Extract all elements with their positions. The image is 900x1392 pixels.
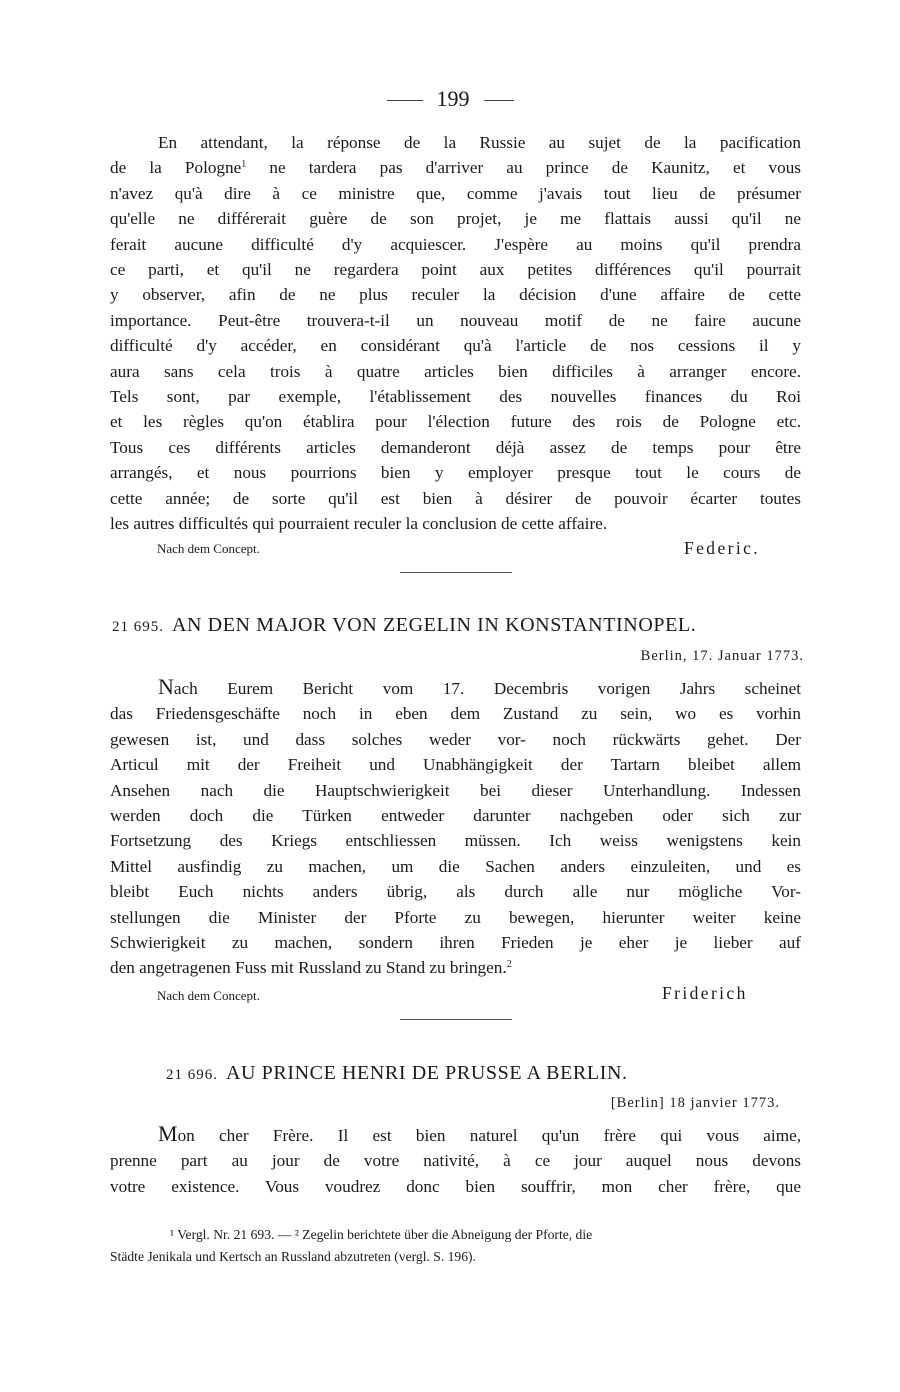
source-note: Nach dem Concept. — [157, 988, 260, 1003]
letter-body-21696 — [110, 1121, 801, 1199]
text-fragment: ach Eurem Bericht vom 17. Decembris vorigen Jahrs scheinet — [173, 679, 801, 698]
text-line: stellungen die Minister der Pforte zu bewegen, hierunter weiter keine — [110, 907, 801, 927]
text-line: votre existence. Vous voudrez donc bien souffrir, mon cher frère, que — [110, 1176, 801, 1196]
text-line: Schwierigkeit zu machen, sondern ihren Frieden je eher je lieber auf — [110, 933, 801, 953]
text-line: bleibt Euch nichts anders übrig, als durch alle nur mögliche Vor- — [110, 882, 801, 902]
letter-title: AN DEN MAJOR VON ZEGELIN IN KONSTANTINOPEL. — [172, 614, 697, 636]
initial-letter: N — [158, 674, 174, 699]
footnote-ref-2: 2 — [506, 959, 512, 971]
letter-number: 21 695. — [112, 619, 164, 635]
text-line — [110, 155, 801, 180]
text-line: cette année; de sorte qu'il est bien à désirer de pouvoir écarter toutes — [110, 488, 801, 508]
text-line: gewesen ist, und dass solches weder vor- noch rückwärts gehet. Der — [110, 729, 801, 749]
source-note: Nach dem Concept. — [157, 541, 260, 556]
page-number — [0, 86, 900, 112]
text-line: En attendant, la réponse de la Russie au sujet de la pacification — [158, 133, 801, 152]
text-line: les autres difficultés qui pourraient reculer la conclusion de cette affaire. — [110, 514, 608, 534]
text-line: ferait aucune difficulté d'y acquiescer. J'espère au moins qu'il prendra — [110, 234, 801, 254]
initial-letter: M — [158, 1121, 178, 1146]
text-line: prenne part au jour de votre nativité, à ce jour auquel nous devons — [110, 1151, 801, 1171]
text-line: n'avez qu'à dire à ce ministre que, comme j'avais tout lieu de présumer — [110, 183, 801, 203]
text-fragment: ne tardera pas d'arriver au prince de Kaunitz, et vous — [246, 158, 802, 178]
text-line: qu'elle ne différerait guère de son projet, je me flattais aussi qu'il ne — [110, 209, 801, 229]
text-line: y observer, afin de ne plus reculer la décision d'une affaire de cette — [110, 285, 801, 305]
text-fragment: den angetragenen Fuss mit Russland zu Stand zu bringen. — [110, 958, 507, 978]
signature-friderich: Friderich — [662, 983, 748, 1003]
text-line: das Friedensgeschäfte noch in eben dem Zustand zu sein, wo es vorhin — [110, 704, 801, 724]
text-line: Mittel ausfindig zu machen, um die Sachen anders einzuleiten, und es — [110, 856, 801, 876]
continuation-paragraph — [110, 130, 801, 537]
place-date-21696: [Berlin] 18 janvier 1773. — [610, 1095, 780, 1111]
text-line: arrangés, et nous pourrions bien y employer presque tout le cours de — [110, 463, 801, 483]
letter-title: AU PRINCE HENRI DE PRUSSE A BERLIN. — [226, 1062, 628, 1084]
text-line — [110, 674, 801, 701]
footnote-ref-1: 1 — [241, 159, 247, 171]
page-number-text: 199 — [436, 86, 470, 111]
page-number-dash-right — [484, 100, 514, 101]
letter-heading-21696 — [166, 1062, 628, 1085]
text-line: difficulté d'y accéder, en considérant qu'à l'article de nos cessions il y — [110, 336, 801, 356]
text-line: importance. Peut-être trouvera-t-il un nouveau motif de ne faire aucune — [110, 310, 801, 330]
text-line — [110, 955, 801, 980]
text-fragment: de la Pologne — [110, 158, 242, 178]
text-line: aura sans cela trois à quatre articles bien difficiles à arranger encore. — [110, 361, 801, 381]
letter-heading-21695 — [112, 614, 696, 637]
footnotes — [110, 1224, 801, 1268]
page-number-dash-left — [387, 100, 423, 101]
section-divider — [400, 1019, 512, 1020]
footnote-line: Städte Jenikala und Kertsch an Russland abzutreten (vergl. S. 196). — [110, 1249, 476, 1264]
letter-number: 21 696. — [166, 1067, 218, 1083]
text-line — [110, 1121, 801, 1148]
text-line: Fortsetzung des Kriegs entschliessen müssen. Ich weiss wenigstens kein — [110, 831, 801, 851]
text-line: Tous ces différents articles demanderont déjà assez de temps pour être — [110, 437, 801, 457]
text-fragment: on cher Frère. Il est bien naturel qu'un frère qui vous aime, — [177, 1126, 801, 1145]
section-divider — [400, 572, 512, 573]
text-line: ce parti, et qu'il ne regardera point aux petites différences qu'il pourrait — [110, 260, 801, 280]
place-date-21695: Berlin, 17. Januar 1773. — [640, 648, 804, 664]
text-line: Articul mit der Freiheit und Unabhängigkeit der Tartarn bleibet allem — [110, 755, 801, 775]
footnote-line: ¹ Vergl. Nr. 21 693. — ² Zegelin berichtete über die Abneigung der Pforte, die — [170, 1227, 593, 1242]
text-line: Tels sont, par exemple, l'établissement des nouvelles finances du Roi — [110, 387, 801, 407]
letter-body-21695 — [110, 674, 801, 981]
text-line: et les règles qu'on établira pour l'élection future des rois de Pologne etc. — [110, 412, 801, 432]
signature-federic: Federic. — [684, 538, 761, 558]
text-line: werden doch die Türken entweder darunter nachgeben oder sich zur — [110, 806, 801, 826]
text-line: Ansehen nach die Hauptschwierigkeit bei dieser Unterhandlung. Indessen — [110, 780, 801, 800]
